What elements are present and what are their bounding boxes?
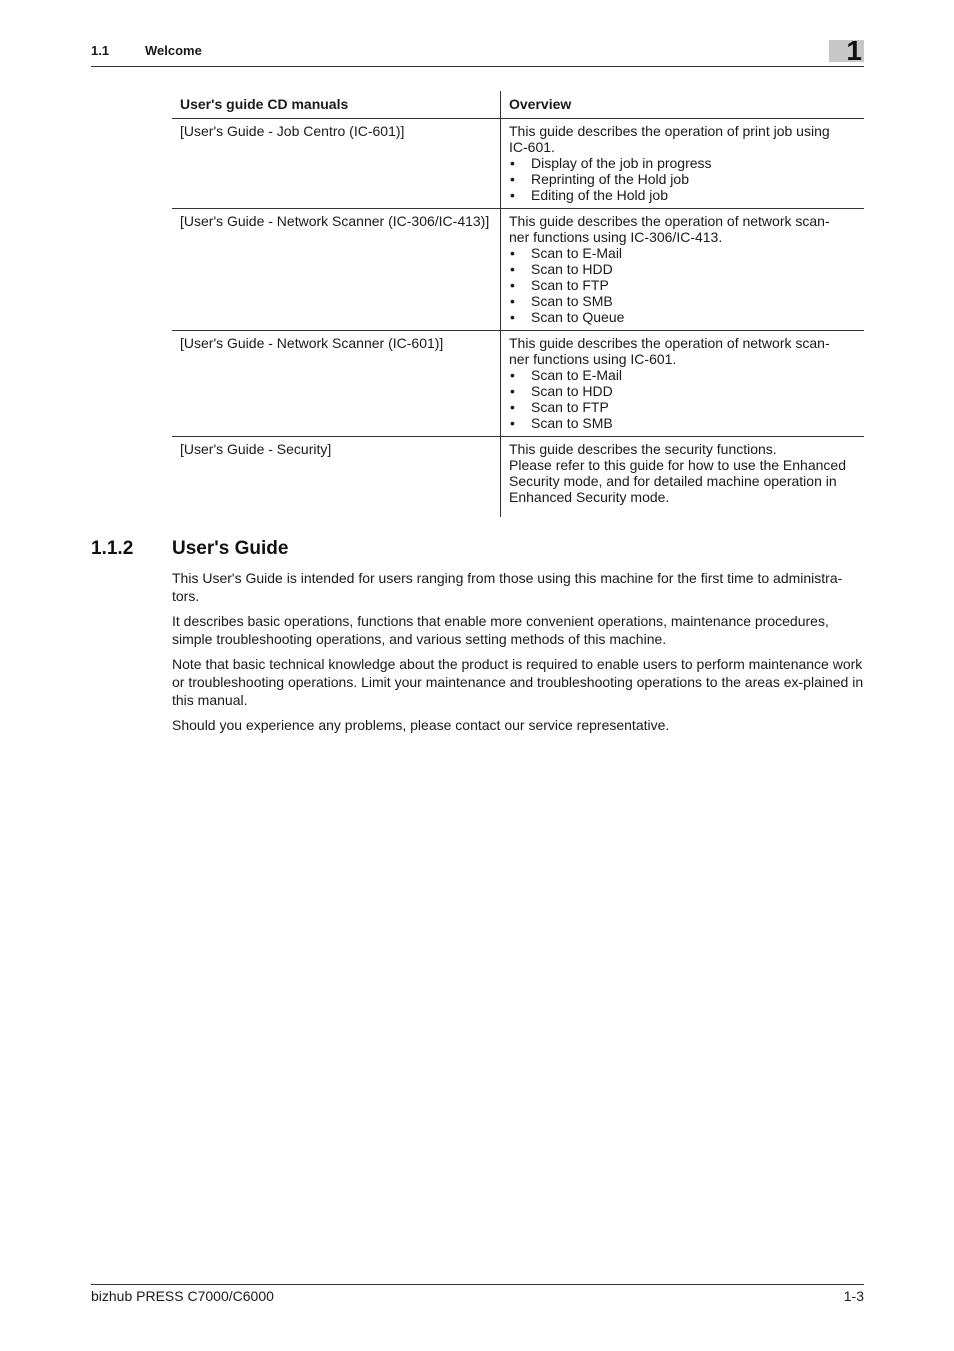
overview-text-line: This guide describes the operation of network scan- (509, 213, 830, 229)
overview-text-line: ner functions using IC-306/IC-413. (509, 229, 723, 245)
bullet-item: • Scan to FTP (509, 277, 856, 293)
bullet-item: • Scan to HDD (509, 383, 856, 399)
bullet-item: • Scan to HDD (509, 261, 856, 277)
overview-text-line: Security mode, and for detailed machine operation in (509, 473, 837, 489)
overview-cell (501, 119, 865, 209)
section-number: 1.1.2 (91, 538, 134, 559)
overview-text-line: IC-601. (509, 139, 555, 155)
section-heading (91, 538, 288, 560)
manual-name-cell: [User's Guide - Security] (180, 441, 332, 457)
manual-name-cell: [User's Guide - Network Scanner (IC-306/IC-413)] (172, 209, 501, 331)
body-paragraph: Should you experience any problems, please contact our service representative. (172, 717, 670, 733)
bullet-item: • Scan to Queue (509, 309, 856, 325)
bullet-item: • Scan to E-Mail (509, 245, 856, 261)
header-section-number: 1.1 (91, 43, 110, 58)
section-title: User's Guide (172, 538, 289, 559)
overview-text-line: Enhanced Security mode. (509, 489, 670, 505)
overview-text-line: This guide describes the operation of network scan- (509, 335, 830, 351)
manual-name-cell: [User's Guide - Job Centro (IC-601)] (172, 119, 501, 209)
header-section-title: Welcome (145, 43, 202, 58)
overview-cell (501, 331, 865, 437)
footer-product-name: bizhub PRESS C7000/C6000 (91, 1288, 274, 1304)
chapter-badge (829, 35, 864, 66)
bullet-item: • Display of the job in progress (509, 155, 856, 171)
body-paragraph: This User's Guide is intended for users ranging from those using this machine for the first time to administra-tors. (172, 570, 843, 604)
overview-bullet-list (509, 367, 856, 431)
body-paragraph: It describes basic operations, functions that enable more convenient operations, maintenance procedures, simple troubleshooting operations, and various setting methods of this machine. (172, 613, 829, 647)
page-footer (91, 1284, 864, 1304)
overview-text-line: This guide describes the operation of print job using (509, 123, 830, 139)
table-row (172, 209, 864, 331)
overview-cell (501, 437, 865, 518)
overview-text-line: Please refer to this guide for how to use the Enhanced (509, 457, 846, 473)
overview-text-line: ner functions using IC-601. (509, 351, 677, 367)
manual-name-cell: [User's Guide - Network Scanner (IC-601)] (172, 331, 501, 437)
overview-bullet-list (509, 155, 856, 203)
column-header-overview: Overview (501, 91, 865, 119)
overview-bullet-list (509, 245, 856, 325)
table-row (172, 437, 864, 518)
bullet-item: • Scan to FTP (509, 399, 856, 415)
chapter-number: 1 (846, 35, 862, 66)
table-row (172, 331, 864, 437)
table-row (172, 119, 864, 209)
running-header (91, 40, 864, 67)
footer-page-number: 1-3 (843, 1288, 864, 1304)
bullet-item: • Scan to SMB (509, 293, 856, 309)
section-body (172, 569, 864, 741)
column-header-manuals: User's guide CD manuals (172, 91, 501, 119)
body-paragraph: Note that basic technical knowledge about the product is required to enable users to perform maintenance work or troubleshooting operations. Limit your maintenance and troubleshooting operations to the areas ex-plained in this manual. (172, 656, 864, 708)
bullet-item: • Scan to SMB (509, 415, 856, 431)
bullet-item: • Reprinting of the Hold job (509, 171, 856, 187)
table-body (172, 119, 864, 518)
manuals-table (172, 91, 864, 517)
bullet-item: • Scan to E-Mail (509, 367, 856, 383)
table-header-row (172, 91, 864, 119)
overview-cell (501, 209, 865, 331)
bullet-item: • Editing of the Hold job (509, 187, 856, 203)
overview-text-line: This guide describes the security functions. (509, 441, 777, 457)
